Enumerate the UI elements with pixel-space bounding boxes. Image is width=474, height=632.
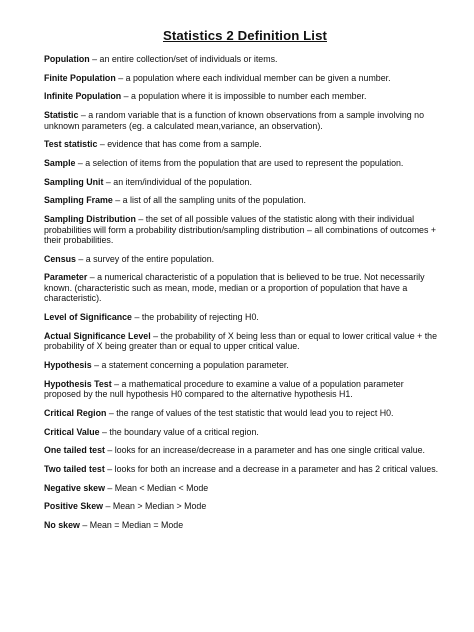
definition-text: – a random variable that is a function of known observations from a sample involving no unknown parameters (eg. a calculated mean,variance, an observation). [44, 110, 424, 131]
definition-text: – Mean > Median > Mode [103, 501, 207, 512]
definition-term: Critical Value [44, 426, 100, 437]
definition-text: – the probability of rejecting H0. [131, 312, 259, 323]
definition-term: Sampling Unit [44, 176, 104, 187]
definition-text: – the set of all possible values of the statistic along with their individual probabilities will form a probability distribution/sampling distribution – all combinations of outcomes + their probabilities. [44, 214, 437, 245]
definition-two-tailed-test [44, 464, 440, 475]
definition-actual-significance-level [44, 331, 440, 352]
definition-finite-population [44, 73, 440, 84]
page-title: Statistics 2 Definition List [162, 28, 327, 43]
definition-hypothesis-test [44, 379, 440, 400]
definition-term: Population [44, 54, 90, 64]
definition-negative-skew [44, 483, 440, 494]
definition-text: – the probability of X being less than or equal to lower critical value + the probability of X being greater than or equal to upper critical value. [44, 330, 438, 352]
definition-sampling-distribution [44, 214, 440, 246]
definition-term: Sampling Distribution [44, 214, 136, 224]
definition-text: – Mean < Median < Mode [104, 482, 209, 493]
definition-test-statistic [44, 139, 440, 150]
definition-sample [44, 158, 440, 169]
definition-term: Sampling Frame [44, 195, 113, 206]
definition-term: Statistic [44, 110, 79, 121]
definition-term: Hypothesis [44, 359, 92, 370]
definition-census [44, 254, 440, 265]
definition-list [44, 54, 440, 530]
definition-term: Parameter [44, 272, 88, 283]
definition-term: Actual Significance Level [44, 330, 151, 341]
definition-positive-skew [44, 501, 440, 512]
definition-text: – a numerical characteristic of a population that is believed to be true. Not necessarily known. (characteristic such as mean, mode, median or a proportion of population that have a characteristic). [44, 272, 425, 304]
definition-text: – a list of all the sampling units of the population. [112, 195, 307, 206]
definition-hypothesis [44, 360, 440, 371]
definition-text: – a selection of items from the population that are used to represent the population. [75, 157, 404, 168]
definition-text: – the boundary value of a critical region. [99, 426, 259, 437]
definition-term: Hypothesis Test [44, 378, 112, 389]
definition-text: – an entire collection/set of individuals or items. [89, 54, 278, 64]
definition-term: No skew [44, 519, 80, 530]
definition-no-skew [44, 520, 440, 531]
definition-text: – looks for both an increase and a decrease in a parameter and has 2 critical values. [104, 463, 439, 474]
definition-text: – the range of values of the test statistic that would lead you to reject H0. [106, 407, 394, 418]
definition-level-of-significance [44, 312, 440, 323]
definition-text: – a population where each individual member can be given a number. [115, 72, 391, 83]
definition-statistic [44, 110, 440, 131]
definition-term: Infinite Population [44, 91, 122, 102]
definition-term: Level of Significance [44, 312, 132, 323]
definition-one-tailed-test [44, 445, 440, 456]
definition-term: Test statistic [44, 139, 98, 150]
definition-text: – an item/individual of the population. [103, 176, 252, 187]
definition-population [44, 54, 440, 65]
definition-infinite-population [44, 91, 440, 102]
definition-critical-value [44, 427, 440, 438]
definition-text: – looks for an increase/decrease in a parameter and has one single critical value. [104, 445, 425, 456]
definition-text: – a mathematical procedure to examine a value of a population parameter proposed by the null hypothesis H0 compared to the alternative hypothesis H1. [44, 378, 404, 400]
definition-term: Census [44, 253, 76, 264]
definition-text: – Mean = Median = Mode [79, 519, 184, 530]
definition-text: – a survey of the entire population. [75, 253, 215, 264]
definition-term: Finite Population [44, 72, 116, 83]
definition-sampling-frame [44, 195, 440, 206]
definition-term: One tailed test [44, 445, 105, 456]
definition-sampling-unit [44, 177, 440, 188]
definition-text: – a statement concerning a population parameter. [91, 359, 289, 370]
definition-term: Two tailed test [44, 463, 105, 474]
definition-critical-region [44, 408, 440, 419]
definition-term: Negative skew [44, 482, 105, 493]
definition-term: Positive Skew [44, 501, 103, 512]
definition-parameter [44, 272, 440, 304]
definition-text: – a population where it is impossible to number each member. [121, 91, 367, 102]
definition-term: Sample [44, 157, 76, 168]
definition-text: – evidence that has come from a sample. [97, 139, 262, 150]
definition-term: Critical Region [44, 407, 107, 418]
